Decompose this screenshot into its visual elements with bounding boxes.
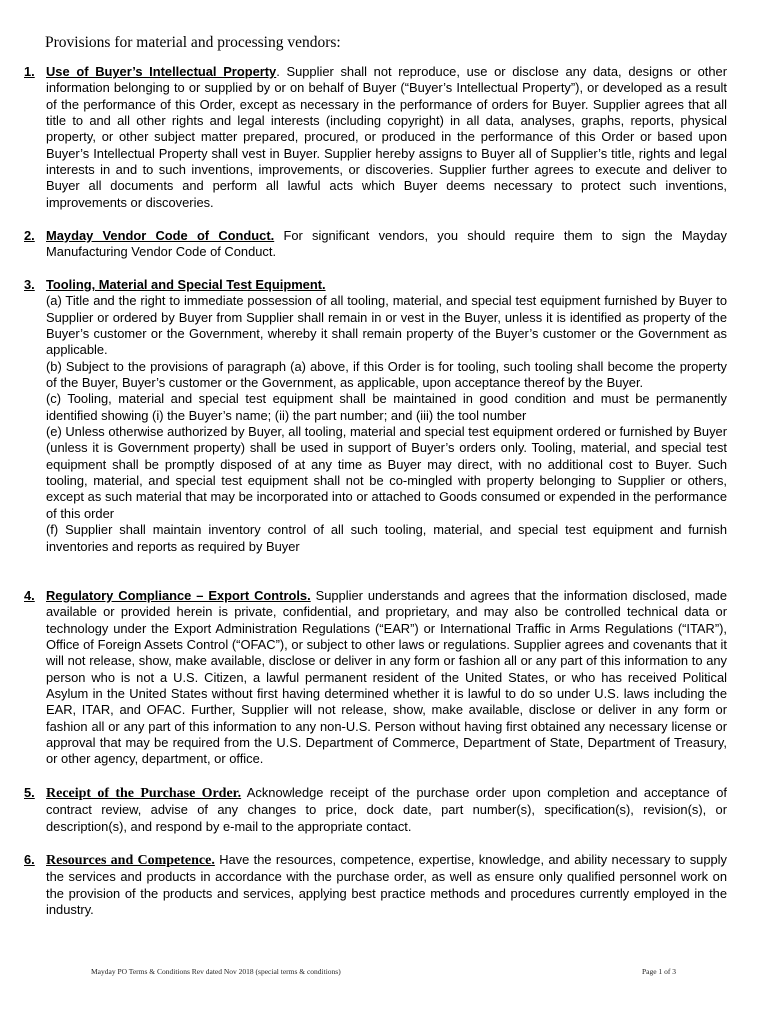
section-title: Use of Buyer’s Intellectual Property	[46, 64, 277, 79]
section-paragraph-e: (e) Unless otherwise authorized by Buyer, all tooling, material and special test equipment ordered or furnished by Buyer (unless it is Government property) shall be used in support of Buyer’s orders only. Tooling, material, and special test equipment shall be promptly disposed of at any time as Buyer may direct, with no additional cost to Buyer. Such tooling, material, and special test equipment shall not be co-mingled with property belonging to Supplier or others, except as such material that may be incorporated into or attached to Goods consumed or expended in the performance of this order	[46, 424, 727, 521]
section-text: . Supplier shall not reproduce, use or disclose any data, designs or other information belonging to or supplied by or on behalf of Buyer (“Buyer’s Intellectual Property”), or developed as a result of the performance of this Order, except as necessary in the performance of orders for Buyer. Supplier agrees that all title to and all other rights and legal interests (including copyright) in all data, analyses, graphs, reports, physical property, or other subject matter prepared, procured, or produced in the performance of this Order or based upon Buyer’s Intellectual Property shall vest in Buyer. Supplier hereby assigns to Buyer all of Supplier’s title, rights and legal interests in and to such inventions, improvements, or discoveries. Supplier further agrees to execute and deliver to Buyer all documents and perform all lawful acts which Buyer deems necessary to protect such inventions, improvements or discoveries.	[46, 64, 727, 210]
section-title: Regulatory Compliance – Export Controls.	[46, 588, 311, 603]
section-title: Resources and Competence.	[46, 853, 215, 868]
section-number: 6.	[24, 852, 35, 867]
section-number: 3.	[24, 277, 35, 292]
section-text: Have the resources, competence, expertise, knowledge, and ability necessary to supply the services and products in accordance with the purchase order, as well as ensure only qualified personnel work on the provision of the products and services, applying best practice methods and procedures currently employed in the industry.	[46, 852, 727, 918]
section-6	[24, 852, 727, 918]
page-heading: Provisions for material and processing vendors:	[45, 34, 341, 51]
section-title: Mayday Vendor Code of Conduct.	[46, 228, 275, 243]
section-paragraph-f: (f) Supplier shall maintain inventory control of all such tooling, material, and special test equipment and furnish inventories and reports as required by Buyer	[46, 522, 727, 554]
section-2	[24, 228, 727, 261]
section-number: 1.	[24, 64, 35, 79]
section-title: Tooling, Material and Special Test Equipment.	[46, 277, 326, 292]
section-5	[24, 785, 727, 835]
section-paragraph-c: (c) Tooling, material and special test equipment shall be maintained in good condition and must be permanently identified showing (i) the Buyer’s name; (ii) the part number; and (iii) the tool number	[46, 391, 727, 423]
section-1	[24, 64, 727, 211]
section-text: Acknowledge receipt of the purchase order upon completion and acceptance of contract review, advise of any changes to price, dock date, part number(s), specification(s), revision(s), or description(s), and respond by e-mail to the appropriate contact.	[46, 785, 727, 834]
section-3	[24, 277, 727, 555]
section-number: 2.	[24, 228, 35, 243]
section-number: 4.	[24, 588, 35, 603]
section-number: 5.	[24, 785, 35, 800]
section-paragraph-a: (a) Title and the right to immediate possession of all tooling, material, and special test equipment furnished by Buyer to Supplier or ordered by Buyer from Supplier shall remain in or vest in the Buyer, unless it is identified as property of the Buyer’s customer or the Government, whereby it shall remain property of the Buyer’s customer or the Government as applicable.	[46, 293, 727, 358]
section-text: For significant vendors, you should require them to sign the Mayday Manufacturing Vendor Code of Conduct.	[46, 228, 727, 260]
section-title: Receipt of the Purchase Order.	[46, 786, 242, 801]
section-paragraph-b: (b) Subject to the provisions of paragraph (a) above, if this Order is for tooling, such tooling shall become the property of the Buyer, Buyer’s customer or the Government, as applicable, upon acceptance thereof by the Buyer.	[46, 358, 727, 391]
footer-page-number: Page 1 of 3	[642, 967, 676, 976]
footer-document-label: Mayday PO Terms & Conditions Rev dated Nov 2018 (special terms & conditions)	[91, 967, 341, 976]
section-4	[24, 588, 727, 768]
section-text: Supplier understands and agrees that the information disclosed, made available or provided herein is private, confidential, and proprietary, and may also be controlled technical data or technology under the Export Administration Regulations (“EAR”) or International Traffic in Arms Regulations (“ITAR”), Office of Foreign Assets Control (“OFAC”), or subject to other laws or regulations. Supplier agrees and covenants that it will not release, show, make available, disclose or deliver in any form or fashion all or any part of this information to any person who is not a U.S. Citizen, a lawful permanent resident of the United States, or who has received Political Asylum in the United States without first having determined whether it is lawful to do so under U.S. laws including the EAR, ITAR, and OFAC. Further, Supplier will not release, show, make available, disclose or deliver in any form or fashion all or any part of this information to any non-U.S. Person without having first obtained any necessary license or approval that may be required from the U.S. Department of Commerce, Department of State, Department of Treasury, or other agency, department, or office.	[46, 588, 727, 767]
